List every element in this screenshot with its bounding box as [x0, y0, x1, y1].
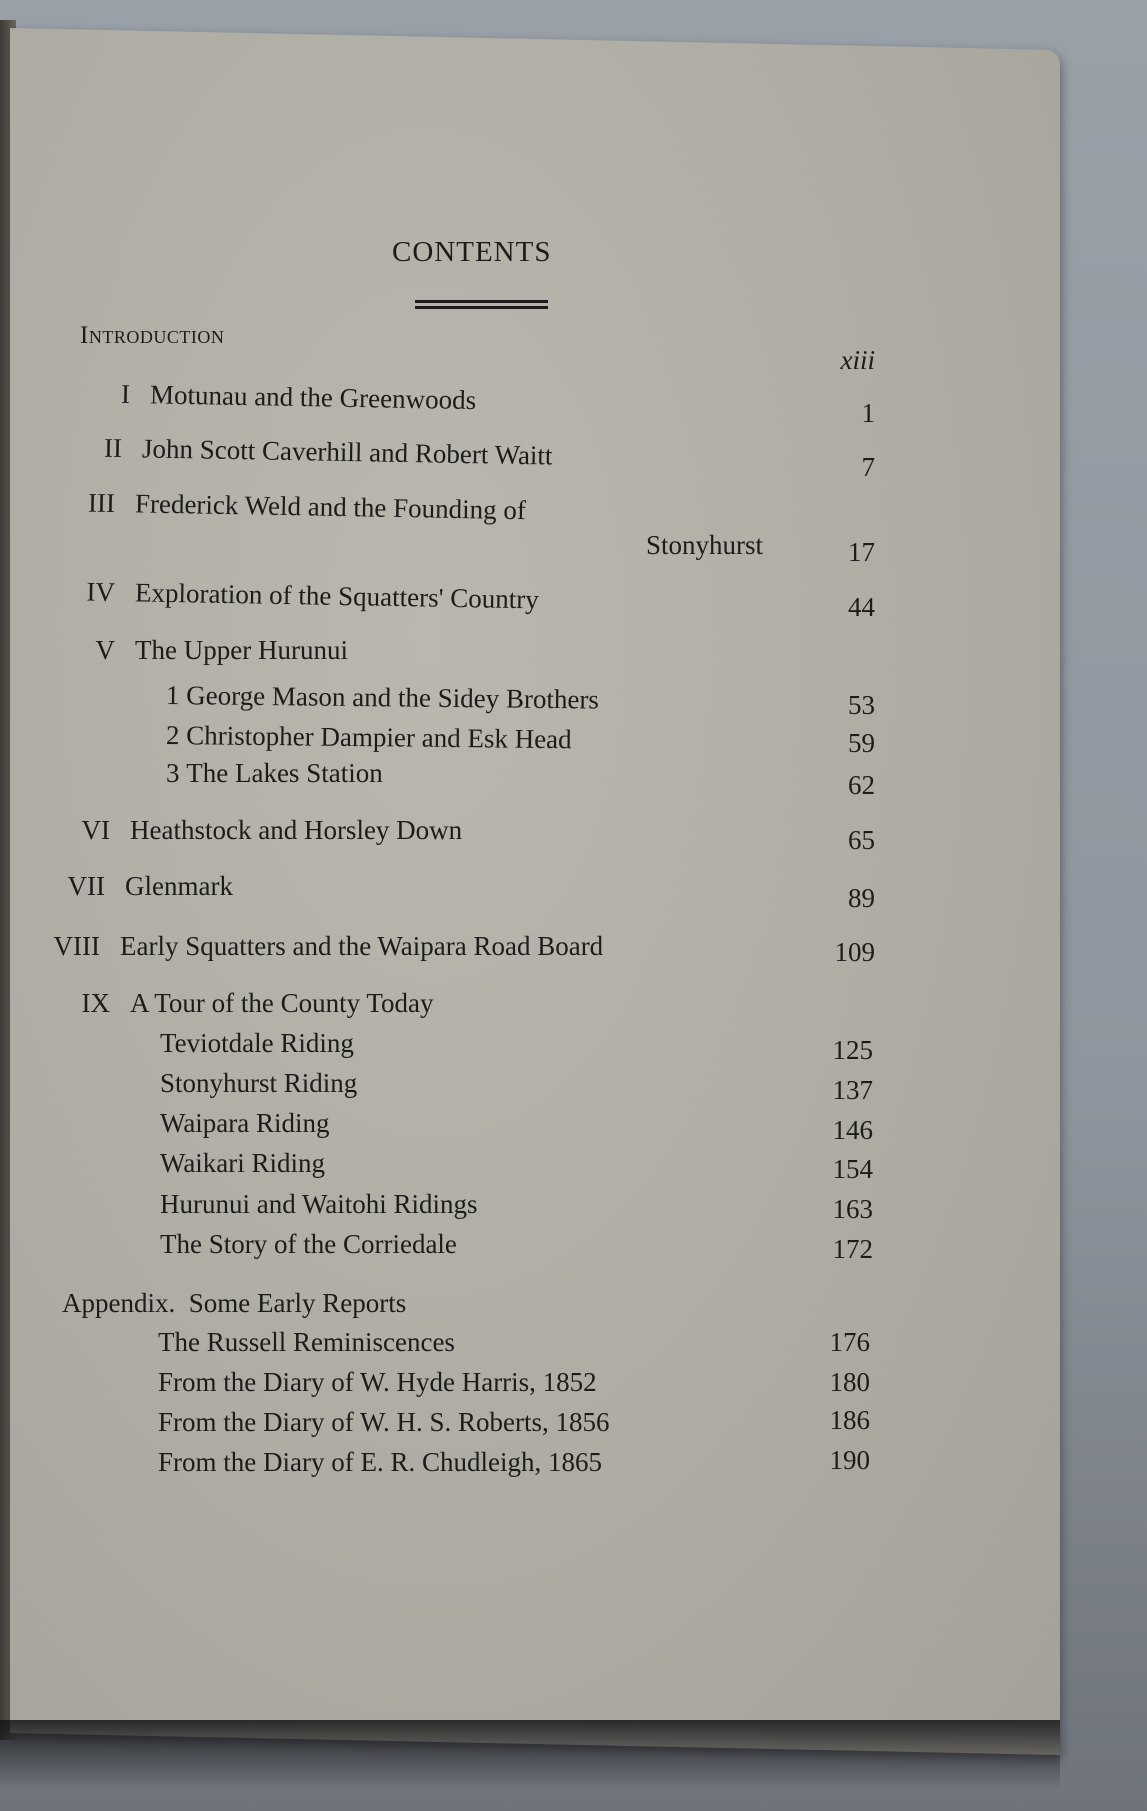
toc-page-number: 154: [832, 1154, 873, 1184]
toc-page-number: 146: [832, 1115, 873, 1145]
toc-appendix-item: The Russell Reminiscences: [158, 1327, 455, 1357]
toc-page-number: 89: [848, 883, 875, 913]
chapter-number: III: [87, 487, 116, 519]
chapter-number: I: [120, 378, 131, 410]
toc-page-number: 125: [832, 1035, 873, 1065]
title-double-rule: [415, 300, 548, 303]
chapter-title: Heathstock and Horsley Down: [130, 815, 463, 845]
chapter-title-continuation: Stonyhurst: [646, 530, 764, 560]
toc-chapter: [45, 871, 233, 902]
chapter-number: V: [95, 635, 115, 665]
toc-chapter: [55, 635, 348, 666]
toc-section: Waipara Riding: [160, 1108, 330, 1138]
chapter-title: Motunau and the Greenwoods: [149, 379, 477, 416]
toc-chapter: [40, 931, 603, 962]
chapter-number: VII: [67, 871, 105, 901]
toc-chapter: [50, 988, 433, 1019]
chapter-title: A Tour of the County Today: [130, 988, 434, 1018]
toc-chapter: [62, 432, 553, 472]
toc-page-number: 53: [848, 690, 875, 720]
toc-page-number: 1: [861, 398, 875, 428]
toc-introduction: Introduction: [80, 322, 225, 349]
page-title: CONTENTS: [392, 236, 552, 268]
toc-page-number: 186: [829, 1405, 870, 1435]
toc-page-number: 62: [848, 770, 875, 800]
toc-section: Teviotdale Riding: [160, 1028, 354, 1058]
toc-page-number: xiii: [840, 345, 875, 375]
toc-page-number: 65: [848, 825, 875, 855]
toc-section: 2 Christopher Dampier and Esk Head: [165, 720, 572, 755]
toc-page-number: 163: [832, 1194, 873, 1224]
toc-page-number: 137: [832, 1075, 873, 1105]
toc-appendix-item: From the Diary of E. R. Chudleigh, 1865: [158, 1447, 602, 1477]
toc-chapter: [70, 378, 477, 416]
toc-appendix-item: From the Diary of W. H. S. Roberts, 1856: [158, 1407, 610, 1437]
chapter-number: VIII: [53, 931, 100, 961]
toc-appendix-item: From the Diary of W. Hyde Harris, 1852: [158, 1367, 597, 1397]
toc-section: 1 George Mason and the Sidey Brothers: [165, 680, 600, 715]
toc-chapter: [55, 487, 526, 526]
toc-section: 3 The Lakes Station: [166, 758, 383, 788]
chapter-number: IX: [81, 988, 110, 1018]
toc-page-number: 190: [829, 1445, 870, 1475]
chapter-title: Glenmark: [125, 871, 233, 901]
chapter-number: II: [103, 432, 123, 464]
chapter-title: John Scott Caverhill and Robert Waitt: [141, 433, 553, 471]
toc-section: The Story of the Corriedale: [160, 1229, 457, 1259]
toc-chapter: [55, 576, 539, 615]
toc-page-number: 17: [848, 537, 875, 567]
toc-page-number: 176: [829, 1327, 870, 1357]
toc-appendix: [62, 1288, 406, 1319]
toc-page-number: 172: [832, 1234, 873, 1264]
toc-section: Stonyhurst Riding: [160, 1068, 358, 1098]
toc-page-number: 44: [848, 592, 875, 622]
toc-chapter: [50, 815, 462, 846]
chapter-title: Early Squatters and the Waipara Road Board: [120, 931, 604, 961]
appendix-title: Some Early Reports: [188, 1288, 407, 1318]
toc-section: Waikari Riding: [160, 1148, 326, 1178]
chapter-title: Exploration of the Squatters' Country: [134, 577, 540, 615]
toc-page-number: 109: [834, 937, 875, 967]
chapter-title: The Upper Hurunui: [135, 635, 348, 665]
chapter-number: IV: [86, 576, 116, 608]
appendix-label: Appendix.: [62, 1288, 176, 1318]
chapter-title: Frederick Weld and the Founding of: [134, 488, 527, 526]
toc-section: Hurunui and Waitohi Ridings: [160, 1189, 478, 1219]
toc-page-number: 180: [829, 1367, 870, 1397]
chapter-number: VI: [81, 815, 110, 845]
toc-page-number: 59: [848, 728, 875, 758]
toc-page-number: 7: [861, 452, 875, 482]
